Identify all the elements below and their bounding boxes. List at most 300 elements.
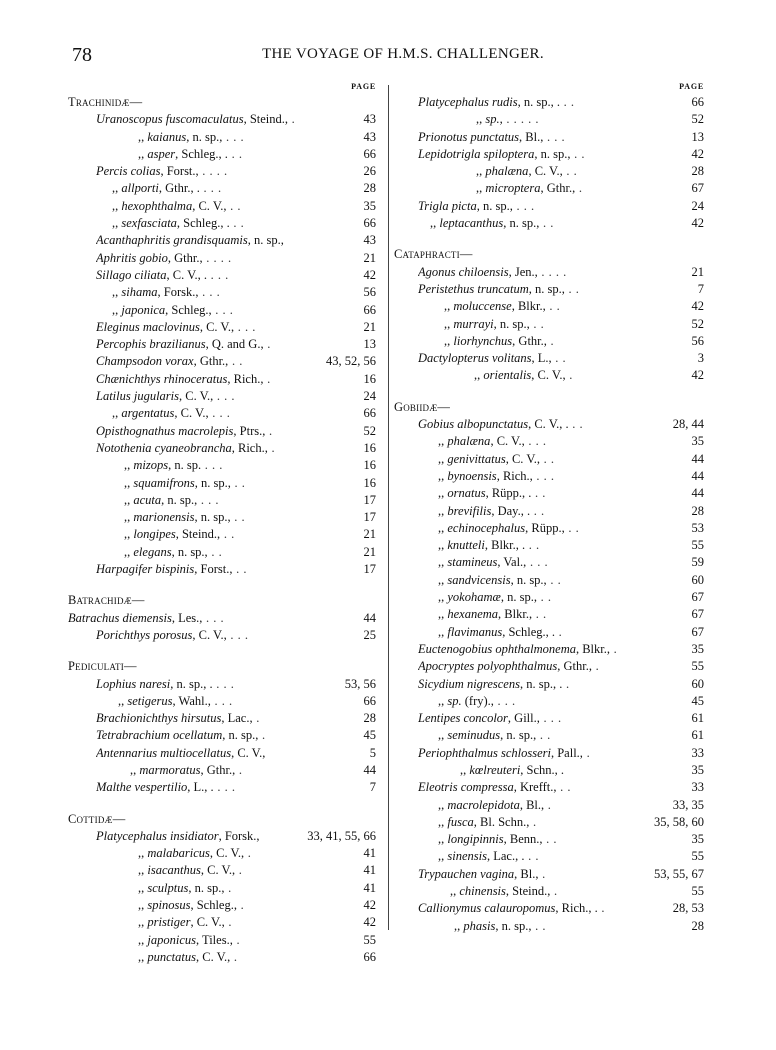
species-name: Trypauchen vagina <box>418 866 515 881</box>
dot-leader: . . . <box>539 711 562 726</box>
index-entry <box>394 146 706 163</box>
page-reference: 66 <box>361 302 377 319</box>
dot-leader: . . . <box>532 468 555 483</box>
species-name: Antennarius multiocellatus <box>96 745 232 760</box>
page-reference: 53 <box>689 520 705 537</box>
index-entry <box>68 250 378 267</box>
dot-leader: . <box>610 641 618 656</box>
species-authority: , n. sp., <box>247 233 284 248</box>
dot-leader: . . . . <box>198 164 228 179</box>
species-authority: , Schleg., . <box>175 146 228 161</box>
column-divider <box>388 85 389 930</box>
page-reference: 43, 52, 56 <box>323 353 376 370</box>
species-name: Gobius albopunctatus <box>418 417 529 432</box>
index-entry <box>394 814 706 831</box>
dot-leader: . <box>236 898 245 913</box>
page-reference: 42 <box>361 897 377 914</box>
page-column-heading: PAGE <box>679 82 704 91</box>
species-authority: , n. sp., <box>503 216 540 231</box>
species-name: bynoensis <box>447 468 497 483</box>
page-reference: 41 <box>361 845 377 862</box>
dot-leader: . . <box>564 520 580 535</box>
page-reference: 33 <box>689 779 705 796</box>
species-name: Agonus chiloensis <box>418 264 509 279</box>
index-entry <box>68 762 378 779</box>
page-reference: 41 <box>361 862 377 879</box>
dot-leader: . <box>575 181 583 196</box>
index-entry <box>394 710 706 727</box>
dot-leader: . . . <box>207 267 229 282</box>
page-reference: 13 <box>361 336 377 353</box>
ditto-mark: ,, <box>438 503 448 518</box>
ditto-mark: ,, <box>450 884 460 899</box>
dot-leader: . . <box>232 562 247 577</box>
species-name: Periophthalmus schlosseri <box>418 745 551 760</box>
species-authority: , Schn., . <box>520 762 565 777</box>
species-authority: , Gill., <box>507 711 540 726</box>
index-entry <box>394 554 706 571</box>
page-reference: 42 <box>361 914 377 931</box>
dot-leader: . . <box>556 780 572 795</box>
species-authority: , Benn., <box>503 832 543 847</box>
dot-leader: . . <box>536 728 551 743</box>
page-reference: 35 <box>361 198 377 215</box>
index-entry <box>394 94 706 111</box>
index-entry <box>68 302 378 319</box>
page-reference: 16 <box>361 457 377 474</box>
index-entry <box>68 845 378 862</box>
page-reference: 16 <box>361 440 377 457</box>
species-authority: , Pall., <box>550 745 583 760</box>
index-entry <box>394 163 706 180</box>
dot-leader: . <box>244 846 252 861</box>
dot-leader: . . <box>226 198 241 213</box>
dot-leader: . . <box>207 544 223 559</box>
species-authority: , C. V., . <box>166 267 208 282</box>
ditto-mark: ,, <box>438 832 448 847</box>
species-authority: , Gthr., <box>512 333 547 348</box>
species-authority: , Bl., <box>519 797 545 812</box>
species-authority: , Steind., <box>175 527 221 542</box>
species-authority: , Gthr., . <box>158 181 200 196</box>
dot-leader: . . <box>230 510 246 525</box>
page-reference: 61 <box>689 710 705 727</box>
dot-leader: . <box>267 440 276 455</box>
right-index-column <box>394 82 706 935</box>
species-authority: , Blkr., <box>498 607 533 622</box>
dot-leader: . <box>597 901 605 916</box>
dot-leader: . . <box>568 417 584 432</box>
species-authority: , Jen., <box>508 264 538 279</box>
species-name: malabaricus <box>147 846 210 861</box>
index-entry <box>394 918 706 935</box>
dot-leader: . . <box>570 146 585 161</box>
page-reference: 42 <box>689 146 705 163</box>
index-entry <box>394 537 706 554</box>
species-name: brevifilis <box>447 503 492 518</box>
page-reference: 52 <box>689 111 705 128</box>
index-entry <box>68 180 378 197</box>
dot-leader: . <box>235 863 243 878</box>
dot-leader: . . <box>525 538 540 553</box>
index-entry <box>394 111 706 128</box>
species-name: longipinnis <box>447 832 504 847</box>
dot-leader: . <box>288 112 296 127</box>
page-reference: 24 <box>361 388 377 405</box>
species-authority: , L., . <box>187 780 214 795</box>
page-reference: 55 <box>361 932 377 949</box>
species-authority: , C. V., <box>528 164 563 179</box>
species-name: japonica <box>121 302 166 317</box>
species-authority: , Val., <box>497 555 527 570</box>
page-reference: 45 <box>689 693 705 710</box>
species-authority: , Lac., . <box>486 849 525 864</box>
page-reference: 26 <box>361 163 377 180</box>
index-entry <box>394 520 706 537</box>
species-authority: , Gthr., <box>167 250 203 265</box>
page-reference: 67 <box>689 624 705 641</box>
species-authority: , Blkr., . <box>484 538 526 553</box>
species-authority: , Forsk., <box>157 285 199 300</box>
index-entry <box>68 880 378 897</box>
index-entry <box>394 451 706 468</box>
page-reference: 21 <box>361 250 377 267</box>
species-authority: , n. sp., <box>500 728 537 743</box>
index-entry <box>68 336 378 353</box>
species-name: Eleginus maclovinus <box>96 319 200 334</box>
dot-leader: . . <box>562 164 578 179</box>
dot-leader: . . . <box>213 389 236 404</box>
dot-leader: . . <box>536 590 552 605</box>
index-entry <box>394 848 706 865</box>
species-name: Opisthognathus macrolepis <box>96 423 234 438</box>
species-authority: , C. V., <box>174 406 209 421</box>
ditto-mark: ,, <box>438 520 448 535</box>
page-reference: 53, 56 <box>342 676 376 693</box>
dot-leader: . . . <box>198 285 221 300</box>
species-name: sinensis <box>447 849 487 864</box>
dot-leader: . . . <box>234 319 256 334</box>
species-authority: , n. sp., <box>500 590 537 605</box>
species-name: Prionotus punctatus <box>418 129 520 144</box>
index-entry <box>68 544 378 561</box>
index-entry <box>68 949 378 966</box>
index-entry <box>394 316 706 333</box>
index-entry <box>68 627 378 644</box>
dot-leader: . <box>546 333 555 348</box>
index-entry <box>68 388 378 405</box>
dot-leader: . . . <box>211 302 234 317</box>
page-reference: 42 <box>361 267 377 284</box>
page-reference: 67 <box>689 606 705 623</box>
species-name: Percis colias <box>96 164 161 179</box>
species-name: orientalis <box>483 368 532 383</box>
page-reference: 55 <box>689 883 705 900</box>
species-authority: , C. V., <box>505 451 540 466</box>
ditto-mark: ,, <box>438 590 448 605</box>
ditto-mark: ,, <box>438 849 448 864</box>
dot-leader: . <box>582 745 591 760</box>
family-heading: Gobiidæ— <box>394 399 451 414</box>
species-name: microptera <box>485 181 541 196</box>
index-entry <box>394 762 706 779</box>
species-name: Champsodon vorax <box>96 354 194 369</box>
dot-leader: . . . . <box>537 264 567 279</box>
dot-leader: . . <box>564 281 580 296</box>
dot-leader: . . . <box>212 676 235 691</box>
page-reference: 35, 58, 60 <box>651 814 704 831</box>
ditto-mark: ,, <box>112 406 122 421</box>
index-entry <box>394 658 706 675</box>
page-reference: 33, 41, 55, 66 <box>304 828 376 845</box>
index-entry <box>68 371 378 388</box>
ditto-mark: ,, <box>438 693 448 708</box>
index-entry <box>68 492 378 509</box>
dot-leader: . <box>258 728 266 743</box>
page-reference: 67 <box>689 589 705 606</box>
dot-leader: . . <box>546 572 562 587</box>
page-reference: 3 <box>695 350 704 367</box>
dot-leader: . . . . <box>202 250 232 265</box>
species-authority: , Rich., . <box>555 901 598 916</box>
index-entry <box>68 475 378 492</box>
species-name: setigerus <box>127 693 173 708</box>
index-entry <box>394 433 706 450</box>
index-entry <box>68 862 378 879</box>
dot-leader: . . . <box>543 129 566 144</box>
ditto-mark: ,, <box>124 475 134 490</box>
species-authority: , n. sp., <box>171 544 208 559</box>
dot-leader: . <box>591 659 600 674</box>
dot-leader: . . . <box>201 458 223 473</box>
species-authority: , n. sp., <box>222 728 259 743</box>
ditto-mark: ,, <box>138 146 148 161</box>
page-reference: 21 <box>361 319 377 336</box>
species-name: kœlreuteri <box>469 762 521 777</box>
species-authority: (fry)., <box>461 693 494 708</box>
page-reference: 52 <box>361 423 377 440</box>
species-authority: , Wahl., <box>172 693 211 708</box>
species-authority: , Schleg., <box>165 302 212 317</box>
page-reference: 33 <box>689 745 705 762</box>
page-reference: 13 <box>689 129 705 146</box>
species-name: Apocryptes polyophthalmus <box>418 659 558 674</box>
species-name: sihama <box>121 285 158 300</box>
dot-leader: . . <box>539 451 555 466</box>
species-authority: , C. V., <box>195 949 231 964</box>
species-authority: , Forsk., <box>218 828 260 843</box>
page-reference: 44 <box>689 485 705 502</box>
species-authority: , n. sp., <box>510 572 547 587</box>
species-authority: , Gthr., <box>540 181 576 196</box>
dot-leader: . <box>538 866 546 881</box>
dot-leader: . <box>252 711 260 726</box>
ditto-mark: ,, <box>138 863 148 878</box>
ditto-mark: ,, <box>138 915 148 930</box>
page-reference: 60 <box>689 676 705 693</box>
dot-leader: . . . <box>202 610 225 625</box>
species-name: marionensis <box>133 510 195 525</box>
species-authority: , Bl. Schn., <box>473 814 530 829</box>
species-authority: , Lac., <box>221 711 253 726</box>
ditto-mark: ,, <box>454 918 464 933</box>
species-name: echinocephalus <box>447 520 526 535</box>
index-entry <box>68 284 378 301</box>
page-reference: 21 <box>361 526 377 543</box>
species-name: asper <box>147 146 176 161</box>
page-reference: 41 <box>361 880 377 897</box>
species-authority: , Schleg., <box>190 898 237 913</box>
ditto-mark: ,, <box>444 316 454 331</box>
page-reference: 53, 55, 67 <box>651 866 704 883</box>
index-entry <box>394 129 706 146</box>
ditto-mark: ,, <box>438 451 448 466</box>
dot-leader: . . <box>531 486 546 501</box>
page-reference: 66 <box>689 94 705 111</box>
species-name: allporti <box>121 181 159 196</box>
species-name: hexanema <box>447 607 499 622</box>
ditto-mark: ,, <box>476 112 486 127</box>
family-heading: Pediculati— <box>68 659 137 674</box>
dot-leader: . <box>232 932 241 947</box>
ditto-mark: ,, <box>438 434 448 449</box>
page-reference: 16 <box>361 371 377 388</box>
species-authority: , Steind., <box>243 112 289 127</box>
page-column-heading: PAGE <box>351 82 376 91</box>
left-index-column <box>68 82 378 966</box>
page-reference: 17 <box>361 492 377 509</box>
page-reference: 60 <box>689 572 705 589</box>
species-name: Lentipes concolor <box>418 711 508 726</box>
species-name: fusca <box>447 814 474 829</box>
ditto-mark: ,, <box>474 368 484 383</box>
dot-leader: . . <box>220 527 235 542</box>
page-reference: 42 <box>689 215 705 232</box>
index-entry <box>68 779 378 796</box>
page-reference: 5 <box>367 745 376 762</box>
index-entry <box>394 333 706 350</box>
page-reference: 42 <box>689 367 705 384</box>
ditto-mark: ,, <box>476 164 486 179</box>
species-name: hexophthalma <box>121 198 193 213</box>
index-entry <box>68 232 378 249</box>
species-authority: , Rüpp., <box>525 520 565 535</box>
index-entry <box>394 416 706 433</box>
species-authority: , Bl., <box>514 866 539 881</box>
page-reference: 67 <box>689 180 705 197</box>
species-authority: , Rüpp., . <box>485 486 532 501</box>
dot-leader: . . . <box>210 693 233 708</box>
page-reference: 43 <box>361 111 377 128</box>
species-authority: , n. sp., <box>534 146 571 161</box>
ditto-mark: ,, <box>112 302 122 317</box>
species-name: punctatus <box>147 949 196 964</box>
dot-leader: . <box>529 814 537 829</box>
page-reference: 59 <box>689 554 705 571</box>
dot-leader: . <box>544 797 552 812</box>
index-entry <box>68 509 378 526</box>
dot-leader: . . . . . <box>502 112 539 127</box>
dot-leader: . . . <box>213 780 236 795</box>
species-authority: , Les., <box>171 610 203 625</box>
species-authority: , n. sp., <box>186 129 223 144</box>
species-name: chinensis <box>459 884 506 899</box>
dot-leader: . <box>265 423 273 438</box>
species-name: longipes <box>133 527 176 542</box>
page-reference: 35 <box>689 641 705 658</box>
dot-leader: . . . <box>197 492 220 507</box>
dot-leader: . . <box>229 216 245 231</box>
species-name: acuta <box>133 492 162 507</box>
species-name: phalæna <box>485 164 529 179</box>
species-name: Aphritis gobio <box>96 250 168 265</box>
index-entry <box>68 440 378 457</box>
ditto-mark: ,, <box>438 572 448 587</box>
page-reference: 28 <box>689 503 705 520</box>
species-authority: , C. V., <box>200 863 236 878</box>
index-entry <box>394 572 706 589</box>
species-authority: , C. V., <box>192 198 227 213</box>
page-reference: 56 <box>689 333 705 350</box>
page-reference: 25 <box>361 627 377 644</box>
index-entry <box>394 503 706 520</box>
ditto-mark: ,, <box>124 544 134 559</box>
species-authority: , Schleg., . <box>176 216 230 231</box>
page-reference: 33, 35 <box>670 797 704 814</box>
index-entry <box>394 367 706 384</box>
species-name: liorhynchus <box>453 333 513 348</box>
page-reference: 21 <box>689 264 705 281</box>
index-entry <box>394 281 706 298</box>
index-entry <box>68 526 378 543</box>
family-heading: Batrachidæ— <box>68 593 145 608</box>
page-reference: 28 <box>361 710 377 727</box>
page-reference: 7 <box>367 779 376 796</box>
ditto-mark: ,, <box>124 458 134 473</box>
species-name: Harpagifer bispinis <box>96 562 195 577</box>
ditto-mark: ,, <box>138 932 148 947</box>
species-authority: , Tiles., <box>195 932 233 947</box>
index-entry <box>68 745 378 762</box>
species-authority: , Rich., <box>496 468 533 483</box>
species-name: Tetrabrachium ocellatum <box>96 728 223 743</box>
species-name: murrayi <box>453 316 494 331</box>
index-entry <box>394 727 706 744</box>
species-name: squamifrons <box>133 475 195 490</box>
species-authority: , n. sp., <box>161 492 198 507</box>
ditto-mark: ,, <box>438 607 448 622</box>
species-authority: , Day., . <box>491 503 531 518</box>
index-entry <box>394 350 706 367</box>
page-reference: 7 <box>695 281 704 298</box>
page-reference: 66 <box>361 146 377 163</box>
species-name: kaianus <box>147 129 187 144</box>
species-name: Euctenogobius ophthalmonema <box>418 641 576 656</box>
species-name: Notothenia cyaneobrancha <box>96 440 232 455</box>
dot-leader: . . . <box>222 129 245 144</box>
page-reference: 44 <box>689 451 705 468</box>
species-authority: , L., <box>531 351 552 366</box>
index-entry <box>394 624 706 641</box>
ditto-mark: ,, <box>112 216 122 231</box>
ditto-mark: ,, <box>444 333 454 348</box>
species-name: marmoratus <box>139 762 201 777</box>
species-authority: , C. V., <box>531 368 566 383</box>
species-name: moluccense <box>453 299 512 314</box>
ditto-mark: ,, <box>438 538 448 553</box>
dot-leader: . . <box>228 354 243 369</box>
page-reference: 44 <box>689 468 705 485</box>
